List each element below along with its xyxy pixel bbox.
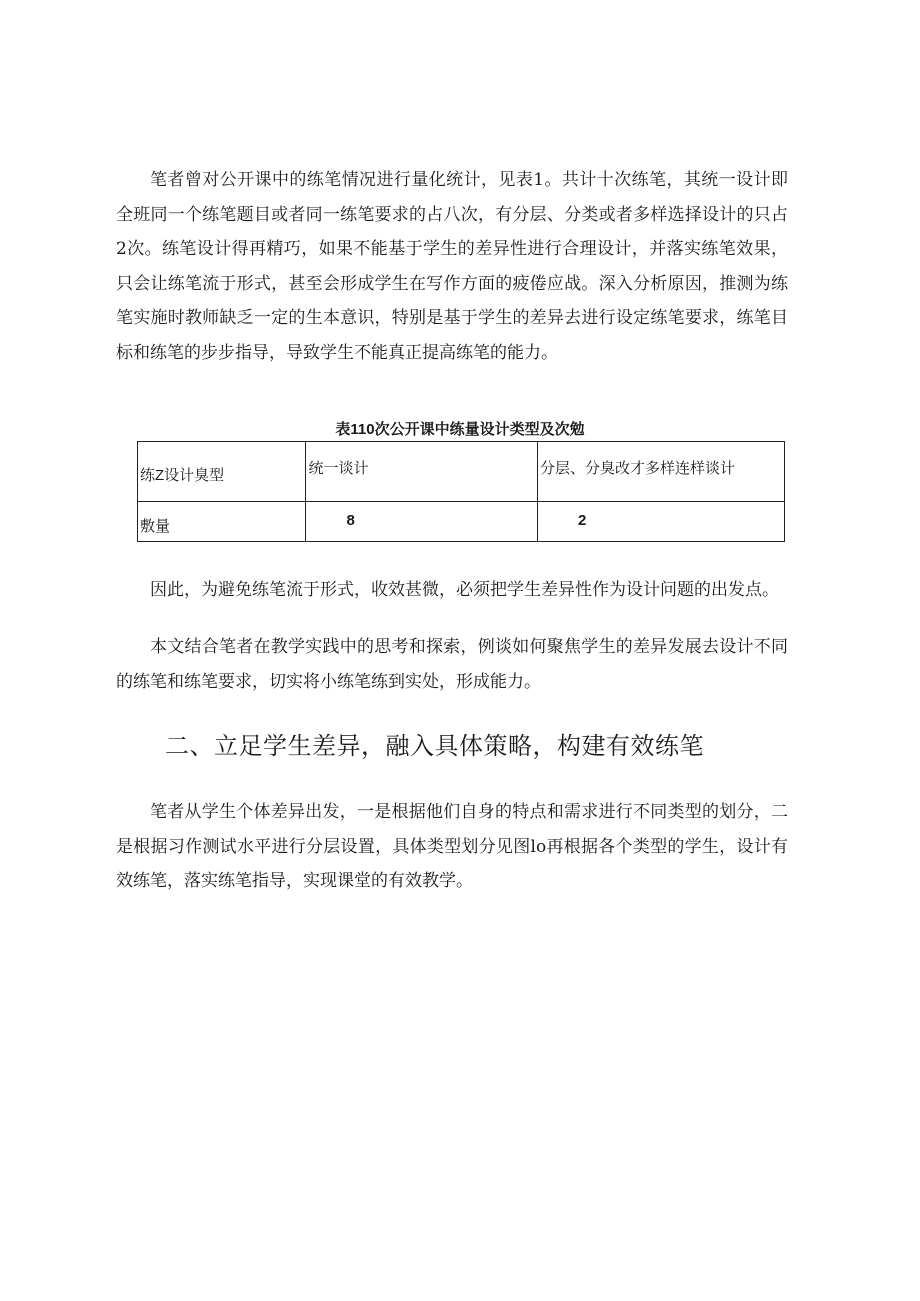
row-label-count: 敷量: [140, 518, 171, 535]
paragraph-statistics-intro: 笔者曾对公开课中的练笔情况进行量化统计，见表1。共计十次练笔，其统一设计即全班同一个练笔题目或者同一练笔要求的占八次，有分层、分类或者多样选择设计的只占2次。练笔设计得再精巧，如果不能基于学生的差异性进行合理设计，并落实练笔效果，只会让练笔流于形式，甚至会形成学生在写作方面的疲倦应战。深入分析原因，推测为练笔实施时教师缺乏一定的生本意识，特别是基于学生的差异去进行设定练笔要求，练笔目标和练笔的步步指导，导致学生不能真正提高练笔的能力。: [116, 170, 788, 363]
count-layered: 2: [577, 512, 587, 529]
practice-design-table: [137, 441, 785, 542]
table-header-cell: [537, 442, 784, 502]
table-cell: [537, 502, 784, 542]
count-unified: 8: [346, 512, 355, 529]
table-cell: [138, 502, 306, 542]
table-header-row: [138, 442, 785, 502]
section-heading: 二、立足学生差异，融入具体策略，构建有效练笔: [165, 732, 704, 760]
table-header-cell: [138, 442, 306, 502]
table-header-cell: [306, 442, 538, 502]
paragraph-conclusion: 因此，为避免练笔流于形式，收效甚微，必须把学生差异性作为设计问题的出发点。: [150, 580, 779, 600]
table-cell: [306, 502, 538, 542]
table-row: [138, 502, 785, 542]
table-caption: 表110次公开课中练量设计类型及次勉: [335, 421, 585, 438]
header-unified-design: 统一谈计: [308, 460, 369, 477]
header-design-type: 练Z设计臭型: [140, 467, 225, 484]
header-layered-design: 分层、分臭改才多样连样谈计: [539, 460, 735, 477]
paragraph-purpose: 本文结合笔者在教学实践中的思考和探索，例谈如何聚焦学生的差异发展去设计不同的练笔和练笔要求，切实将小练笔练到实处，形成能力。: [116, 637, 788, 692]
paragraph-strategy: 笔者从学生个体差异出发，一是根据他们自身的特点和需求进行不同类型的划分，二是根据习作测试水平进行分层设置，具体类型划分见图lo再根据各个类型的学生，设计有效练笔，落实练笔指导，实现课堂的有效教学。: [116, 802, 788, 891]
